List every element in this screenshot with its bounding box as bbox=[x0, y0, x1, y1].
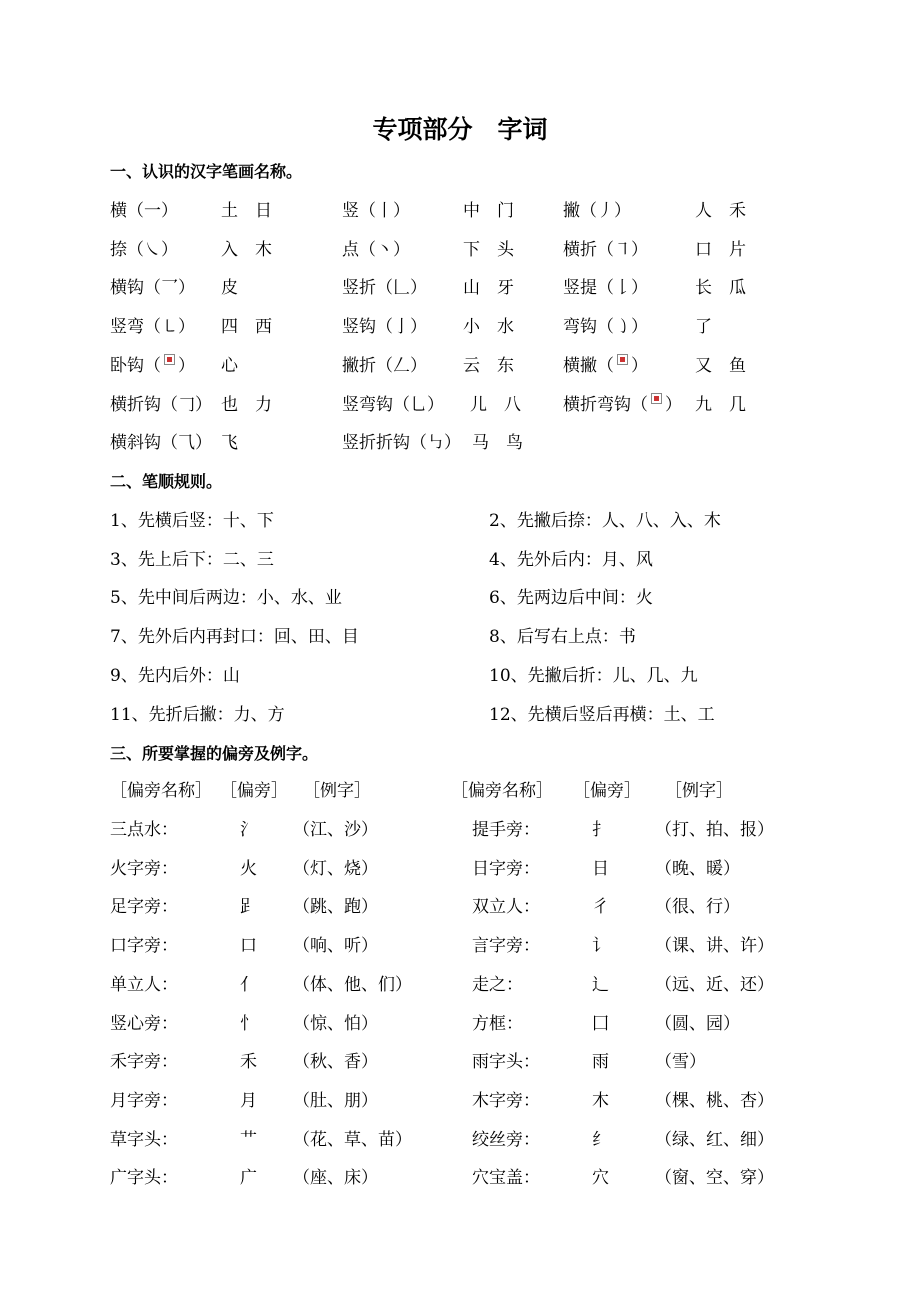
radical-name: 日字旁： bbox=[472, 858, 540, 879]
radical-symbol: 口 bbox=[240, 936, 257, 957]
radical-name: 穴宝盖： bbox=[472, 1168, 540, 1189]
radical-name: 草字头： bbox=[110, 1129, 178, 1150]
radical-symbol: 彳 bbox=[592, 897, 609, 918]
radical-symbol: 火 bbox=[240, 858, 257, 879]
radical-name: 广字头： bbox=[110, 1168, 178, 1189]
stroke-examples: 皮 bbox=[221, 278, 238, 299]
radical-examples: （很、行） bbox=[655, 897, 740, 918]
stroke-examples: 四 西 bbox=[221, 317, 272, 338]
stroke-name: 竖钩（亅） bbox=[342, 317, 427, 338]
stroke-examples: 又 鱼 bbox=[695, 355, 746, 376]
stroke-name: 横斜钩（⺄） bbox=[110, 433, 212, 454]
radical-symbol: 广 bbox=[240, 1168, 257, 1189]
radical-name: 口字旁： bbox=[110, 936, 178, 957]
radical-symbol: 氵 bbox=[240, 820, 257, 840]
radical-examples: （课、讲、许） bbox=[655, 936, 774, 957]
radical-symbol: 日 bbox=[592, 858, 609, 879]
stroke-name: 卧钩（ ） bbox=[110, 355, 195, 376]
stroke-examples: 九 几 bbox=[695, 394, 746, 415]
radical-symbol: 禾 bbox=[240, 1052, 257, 1073]
radical-name: 绞丝旁： bbox=[472, 1129, 540, 1150]
stroke-name: 撇折（𠃋） bbox=[342, 355, 427, 376]
section-heading-strokes: 一、认识的汉字笔画名称。 bbox=[110, 162, 303, 181]
radical-examples: （秋、香） bbox=[293, 1052, 378, 1073]
radical-column-header: ［偏旁］ bbox=[220, 781, 288, 801]
stroke-examples: 心 bbox=[221, 355, 238, 376]
radical-symbol: 忄 bbox=[240, 1013, 257, 1034]
radical-name: 提手旁： bbox=[472, 820, 540, 840]
radical-name: 言字旁： bbox=[472, 936, 540, 957]
radical-examples: （窗、空、穿） bbox=[655, 1168, 774, 1189]
radical-examples: （响、听） bbox=[293, 936, 378, 957]
stroke-name: 竖折折钩（㇉） bbox=[342, 433, 461, 454]
missing-image-icon bbox=[651, 393, 662, 404]
stroke-order-rule: 10、先撇后折：儿、几、九 bbox=[489, 665, 698, 686]
stroke-examples: 长 瓜 bbox=[695, 278, 746, 299]
radical-name: 双立人： bbox=[472, 897, 540, 918]
radical-examples: （雪） bbox=[655, 1052, 706, 1073]
radical-examples: （惊、怕） bbox=[293, 1013, 378, 1034]
stroke-name: 竖折（𠃊） bbox=[342, 278, 427, 299]
stroke-order-rule: 4、先外后内：月、风 bbox=[489, 549, 653, 570]
missing-image-icon bbox=[164, 354, 175, 365]
radical-name: 走之： bbox=[472, 974, 523, 995]
radical-name: 竖心旁： bbox=[110, 1013, 178, 1034]
radical-symbol: 囗 bbox=[592, 1013, 609, 1034]
stroke-name: 横折（㇕） bbox=[563, 239, 648, 260]
radical-column-header: ［例字］ bbox=[665, 781, 733, 801]
stroke-order-rule: 12、先横后竖后再横：土、工 bbox=[489, 704, 715, 725]
stroke-name: 点（丶） bbox=[342, 239, 410, 260]
radical-examples: （圆、园） bbox=[655, 1013, 740, 1034]
stroke-name: 弯钩（㇁） bbox=[563, 317, 648, 338]
stroke-examples: 下 头 bbox=[463, 239, 514, 260]
radical-examples: （绿、红、细） bbox=[655, 1129, 774, 1150]
radical-symbol: 艹 bbox=[240, 1129, 257, 1150]
section-heading-radicals: 三、所要掌握的偏旁及例字。 bbox=[110, 744, 319, 763]
stroke-name: 竖弯钩（乚） bbox=[342, 394, 444, 415]
stroke-examples: 土 日 bbox=[221, 201, 272, 221]
stroke-order-rule: 8、后写右上点：书 bbox=[489, 627, 636, 648]
stroke-examples: 也 力 bbox=[221, 394, 272, 415]
stroke-examples: 人 禾 bbox=[695, 201, 746, 221]
stroke-name: 横（一） bbox=[110, 201, 178, 221]
stroke-examples: 马 鸟 bbox=[472, 433, 523, 454]
radical-column-header: ［偏旁名称］ bbox=[110, 781, 212, 801]
stroke-order-rule: 11、先折后撇：力、方 bbox=[110, 704, 285, 725]
radical-name: 火字旁： bbox=[110, 858, 178, 879]
stroke-order-rule: 3、先上后下：二、三 bbox=[110, 549, 274, 570]
radical-name: 足字旁： bbox=[110, 897, 178, 918]
section-heading-stroke-order: 二、笔顺规则。 bbox=[110, 472, 223, 491]
stroke-name: 横钩（乛） bbox=[110, 278, 195, 299]
stroke-examples: 中 门 bbox=[463, 201, 514, 221]
radical-name: 禾字旁： bbox=[110, 1052, 178, 1073]
stroke-name: 横折钩（𠃌） bbox=[110, 394, 212, 415]
radical-examples: （远、近、还） bbox=[655, 974, 774, 995]
radical-symbol: 扌 bbox=[592, 820, 609, 840]
page-title: 专项部分 字词 bbox=[372, 115, 548, 144]
radical-examples: （肚、朋） bbox=[293, 1090, 378, 1111]
stroke-examples: 小 水 bbox=[463, 317, 514, 338]
stroke-order-rule: 9、先内后外：山 bbox=[110, 665, 240, 686]
radical-symbol: 木 bbox=[592, 1090, 609, 1111]
stroke-examples: 山 牙 bbox=[463, 278, 514, 299]
radical-column-header: ［偏旁名称］ bbox=[451, 781, 553, 801]
radical-symbol: 月 bbox=[240, 1090, 257, 1111]
radical-examples: （打、拍、报） bbox=[655, 820, 774, 840]
stroke-order-rule: 1、先横后竖：十、下 bbox=[110, 511, 274, 531]
radical-name: 雨字头： bbox=[472, 1052, 540, 1073]
radical-symbol: 纟 bbox=[592, 1129, 609, 1150]
radical-column-header: ［例字］ bbox=[303, 781, 371, 801]
stroke-order-rule: 5、先中间后两边：小、水、业 bbox=[110, 588, 342, 609]
radical-name: 单立人： bbox=[110, 974, 178, 995]
radical-symbol: 𧾷 bbox=[240, 897, 257, 918]
stroke-name: 横折弯钩（ ） bbox=[563, 394, 682, 415]
radical-examples: （座、床） bbox=[293, 1168, 378, 1189]
radical-column-header: ［偏旁］ bbox=[573, 781, 641, 801]
stroke-name: 竖提（𠄌） bbox=[563, 278, 648, 299]
radical-name: 方框： bbox=[472, 1013, 523, 1034]
radical-examples: （棵、桃、杏） bbox=[655, 1090, 774, 1111]
stroke-name: 捺（㇏） bbox=[110, 239, 178, 260]
radical-symbol: 讠 bbox=[592, 936, 609, 957]
missing-image-icon bbox=[617, 354, 628, 365]
stroke-name: 竖（丨） bbox=[342, 201, 410, 221]
stroke-examples: 云 东 bbox=[463, 355, 514, 376]
radical-examples: （晚、暖） bbox=[655, 858, 740, 879]
radical-name: 三点水： bbox=[110, 820, 178, 840]
stroke-order-rule: 2、先撇后捺：人、八、入、木 bbox=[489, 511, 721, 531]
stroke-examples: 入 木 bbox=[221, 239, 272, 260]
radical-symbol: 辶 bbox=[592, 974, 609, 995]
radical-examples: （跳、跑） bbox=[293, 897, 378, 918]
radical-symbol: 雨 bbox=[592, 1052, 609, 1073]
stroke-examples: 口 片 bbox=[695, 239, 746, 260]
stroke-name: 撇（丿） bbox=[563, 201, 631, 221]
radical-symbol: 亻 bbox=[240, 974, 257, 995]
stroke-examples: 儿 八 bbox=[470, 394, 521, 415]
radical-symbol: 穴 bbox=[592, 1168, 609, 1189]
stroke-order-rule: 6、先两边后中间：火 bbox=[489, 588, 653, 609]
radical-examples: （花、草、苗） bbox=[293, 1129, 412, 1150]
radical-examples: （江、沙） bbox=[293, 820, 378, 840]
stroke-examples: 飞 bbox=[221, 433, 238, 454]
radical-name: 月字旁： bbox=[110, 1090, 178, 1111]
stroke-name: 横撇（ ） bbox=[563, 355, 648, 376]
radical-examples: （灯、烧） bbox=[293, 858, 378, 879]
stroke-name: 竖弯（㇄） bbox=[110, 317, 195, 338]
stroke-order-rule: 7、先外后内再封口：回、田、目 bbox=[110, 627, 359, 648]
radical-examples: （体、他、们） bbox=[293, 974, 412, 995]
radical-name: 木字旁： bbox=[472, 1090, 540, 1111]
stroke-examples: 了 bbox=[695, 317, 712, 338]
